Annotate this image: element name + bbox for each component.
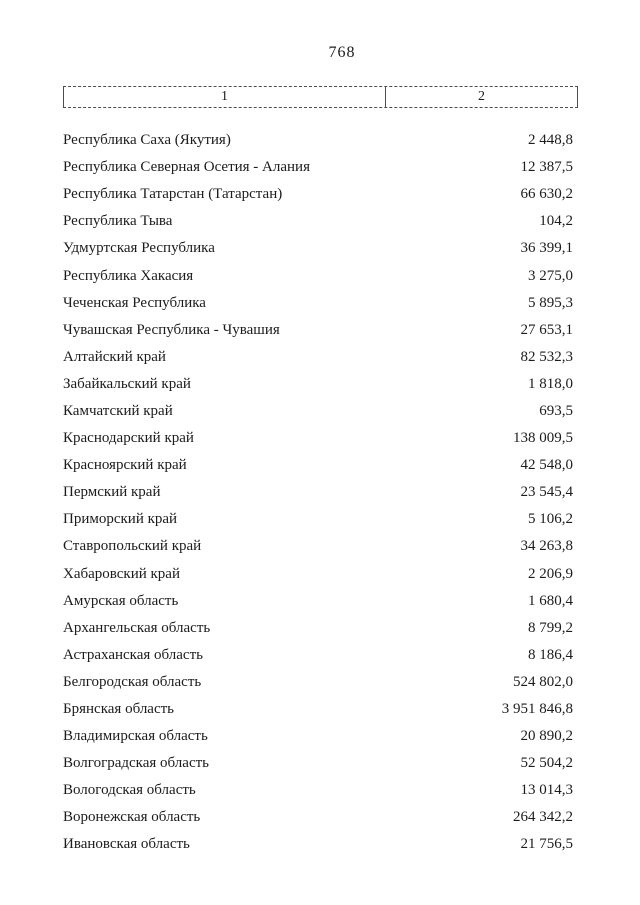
region-value: 693,5 <box>539 402 573 419</box>
table-row <box>63 831 573 858</box>
region-value: 524 802,0 <box>513 673 573 690</box>
table-row <box>63 561 573 588</box>
table-row <box>63 290 573 317</box>
region-name: Удмуртская Республика <box>63 240 215 257</box>
table-row <box>63 479 573 506</box>
region-name: Алтайский край <box>63 348 166 365</box>
table-row <box>63 804 573 831</box>
table-row <box>63 750 573 777</box>
region-name: Пермский край <box>63 484 161 501</box>
column-header-table <box>63 86 578 108</box>
table-row <box>63 425 573 452</box>
table-row <box>63 615 573 642</box>
region-value: 36 399,1 <box>520 240 573 257</box>
region-name: Амурская область <box>63 592 179 609</box>
region-value: 82 532,3 <box>520 348 573 365</box>
region-name: Астраханская область <box>63 646 203 663</box>
column-header-2: 2 <box>478 89 485 104</box>
region-name: Хабаровский край <box>63 565 180 582</box>
region-name: Республика Северная Осетия - Алания <box>63 159 310 176</box>
region-value: 42 548,0 <box>520 457 573 474</box>
table-row <box>63 669 573 696</box>
region-name: Камчатский край <box>63 402 173 419</box>
table-row <box>63 235 573 262</box>
region-name: Чеченская Республика <box>63 294 206 311</box>
region-name: Волгоградская область <box>63 755 209 772</box>
region-name: Краснодарский край <box>63 430 194 447</box>
region-value: 2 448,8 <box>528 132 573 149</box>
table-row <box>63 588 573 615</box>
region-value: 104,2 <box>539 213 573 230</box>
region-name: Красноярский край <box>63 457 187 474</box>
region-value: 264 342,2 <box>513 809 573 826</box>
table-row <box>63 154 573 181</box>
table-row <box>63 452 573 479</box>
region-value: 13 014,3 <box>520 782 573 799</box>
region-value: 8 799,2 <box>528 619 573 636</box>
region-value: 8 186,4 <box>528 646 573 663</box>
region-list <box>63 127 573 859</box>
region-value: 12 387,5 <box>520 159 573 176</box>
table-row <box>63 533 573 560</box>
region-name: Чувашская Республика - Чувашия <box>63 321 280 338</box>
region-name: Ставропольский край <box>63 538 202 555</box>
region-value: 21 756,5 <box>520 836 573 853</box>
table-row <box>63 317 573 344</box>
table-row <box>63 262 573 289</box>
region-name: Брянская область <box>63 701 175 718</box>
region-value: 3 275,0 <box>528 267 573 284</box>
table-row <box>63 506 573 533</box>
region-value: 5 106,2 <box>528 511 573 528</box>
region-name: Архангельская область <box>63 619 211 636</box>
table-row <box>63 696 573 723</box>
region-value: 138 009,5 <box>513 430 573 447</box>
region-value: 34 263,8 <box>520 538 573 555</box>
region-name: Республика Тыва <box>63 213 173 230</box>
region-value: 2 206,9 <box>528 565 573 582</box>
region-name: Забайкальский край <box>63 375 191 392</box>
region-value: 66 630,2 <box>520 186 573 203</box>
table-row <box>63 642 573 669</box>
table-row <box>63 777 573 804</box>
region-name: Белгородская область <box>63 673 202 690</box>
column-header-1: 1 <box>64 87 386 107</box>
table-row <box>63 208 573 235</box>
page-number: 768 <box>328 44 356 61</box>
region-name: Приморский край <box>63 511 178 528</box>
region-name: Вологодская область <box>63 782 196 799</box>
region-value: 23 545,4 <box>520 484 573 501</box>
table-row <box>63 344 573 371</box>
region-value: 5 895,3 <box>528 294 573 311</box>
table-row <box>63 723 573 750</box>
table-row <box>63 371 573 398</box>
table-row <box>63 398 573 425</box>
region-name: Владимирская область <box>63 728 208 745</box>
region-value: 3 951 846,8 <box>501 701 573 718</box>
table-row <box>63 181 573 208</box>
region-name: Ивановская область <box>63 836 190 853</box>
table-row <box>63 127 573 154</box>
region-value: 1 680,4 <box>528 592 573 609</box>
region-name: Республика Саха (Якутия) <box>63 132 231 149</box>
region-value: 20 890,2 <box>520 728 573 745</box>
region-name: Республика Татарстан (Татарстан) <box>63 186 283 203</box>
region-name: Воронежская область <box>63 809 201 826</box>
region-value: 1 818,0 <box>528 375 573 392</box>
region-value: 27 653,1 <box>520 321 573 338</box>
region-value: 52 504,2 <box>520 755 573 772</box>
region-name: Республика Хакасия <box>63 267 194 284</box>
